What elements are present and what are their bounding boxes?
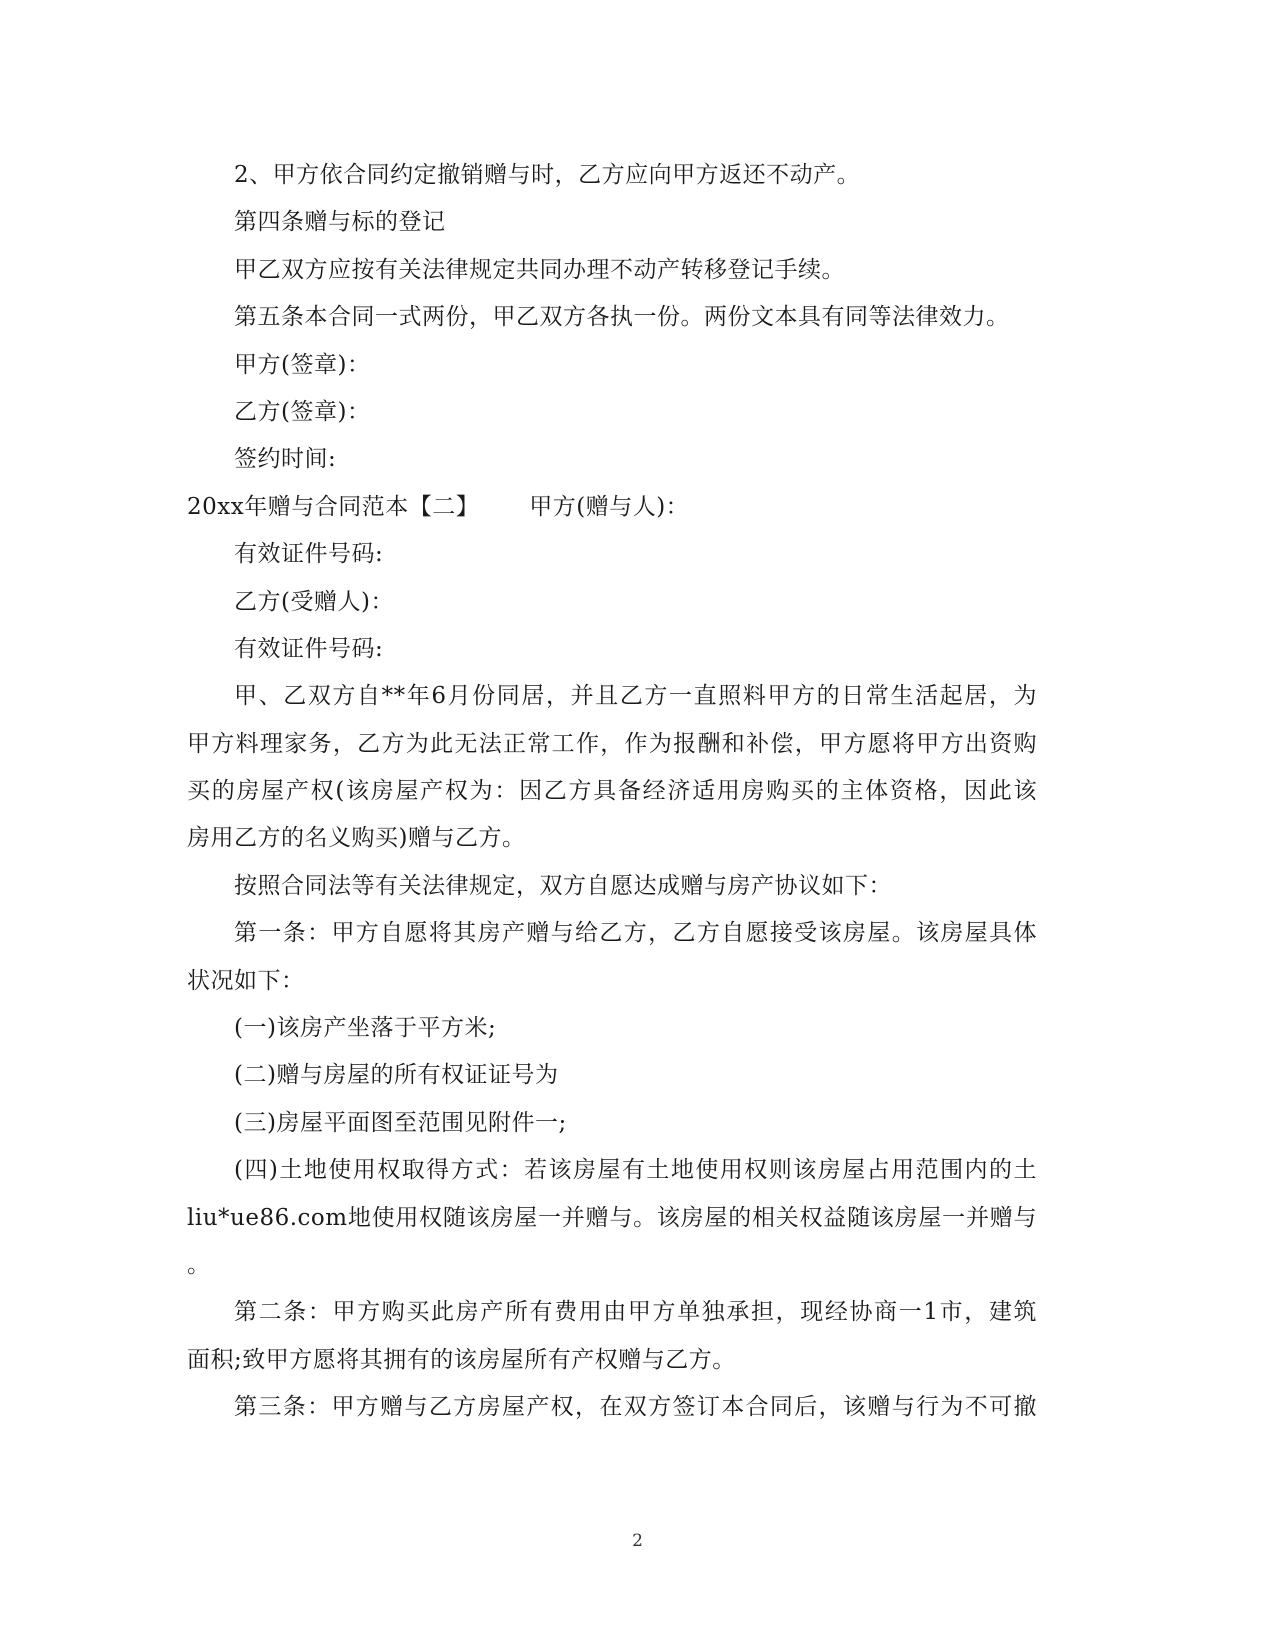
- article-three-line-1: 第三条：甲方赠与乙方房屋产权，在双方签订本合同后，该赠与行为不可撤: [234, 1394, 1037, 1421]
- heading-gap: [479, 484, 529, 531]
- party-a-donor: 甲方(赠与人)：: [529, 493, 690, 520]
- article-five: 第五条本合同一式两份，甲乙双方各执一份。两份文本具有同等法律效力。: [234, 304, 1010, 331]
- paragraph-revocation-return: 2、甲方依合同约定撤销赠与时，乙方应向甲方返还不动产。: [234, 162, 861, 188]
- article-one-line-1: 第一条：甲方自愿将其房产赠与给乙方，乙方自愿接受该房屋。该房屋具体: [234, 920, 1037, 947]
- agreement-intro: 按照合同法等有关法律规定，双方自愿达成赠与房产协议如下：: [234, 872, 892, 899]
- party-a-signature: 甲方(签章)：: [234, 351, 371, 378]
- contract-title: 20xx年赠与合同范本【二】: [187, 493, 480, 520]
- paragraph-registration: 甲乙双方应按有关法律规定共同办理不动产转移登记手续。: [234, 256, 845, 283]
- party-b-donee: 乙方(受赠人)：: [234, 588, 394, 615]
- background-paragraph-line-3: 买的房屋产权(该房屋产权为：因乙方具备经济适用房购买的主体资格，因此该: [187, 778, 1037, 805]
- item-two-certificate: (二)赠与房屋的所有权证证号为: [234, 1062, 559, 1089]
- contract-heading-row: [187, 484, 1037, 531]
- item-three-floor-plan: (三)房屋平面图至范围见附件一;: [234, 1109, 567, 1136]
- article-two-line-2: 面积;致甲方愿将其拥有的该房屋所有产权赠与乙方。: [187, 1346, 736, 1373]
- page-number: 2: [632, 1531, 643, 1551]
- signing-date: 签约时间:: [234, 446, 337, 473]
- party-b-signature: 乙方(签章)：: [234, 398, 371, 425]
- item-four-line-3: 。: [187, 1251, 211, 1278]
- item-four-line-1: (四)土地使用权取得方式：若该房屋有土地使用权则该房屋占用范围内的土: [234, 1157, 1037, 1184]
- item-four-line-2: liu*ue86.com地使用权随该房屋一并赠与。该房屋的相关权益随该房屋一并赠与: [187, 1204, 1037, 1231]
- background-paragraph-line-2: 甲方料理家务，乙方为此无法正常工作，作为报酬和补偿，甲方愿将甲方出资购: [187, 730, 1037, 757]
- item-one-location: (一)该房产坐落于平方米;: [234, 1015, 497, 1042]
- article-two-line-1: 第二条：甲方购买此房产所有费用由甲方单独承担，现经协商一1市，建筑: [234, 1299, 1037, 1326]
- background-paragraph-line-4: 房用乙方的名义购买)赠与乙方。: [187, 825, 526, 852]
- article-four-heading: 第四条赠与标的登记: [234, 209, 446, 236]
- party-a-id-number: 有效证件号码:: [234, 541, 384, 568]
- party-b-id-number: 有效证件号码:: [234, 635, 384, 662]
- document-body: [187, 152, 1037, 1432]
- background-paragraph-line-1: 甲、乙双方自**年6月份同居，并且乙方一直照料甲方的日常生活起居，为: [234, 683, 1037, 710]
- article-one-line-2: 状况如下：: [187, 967, 305, 994]
